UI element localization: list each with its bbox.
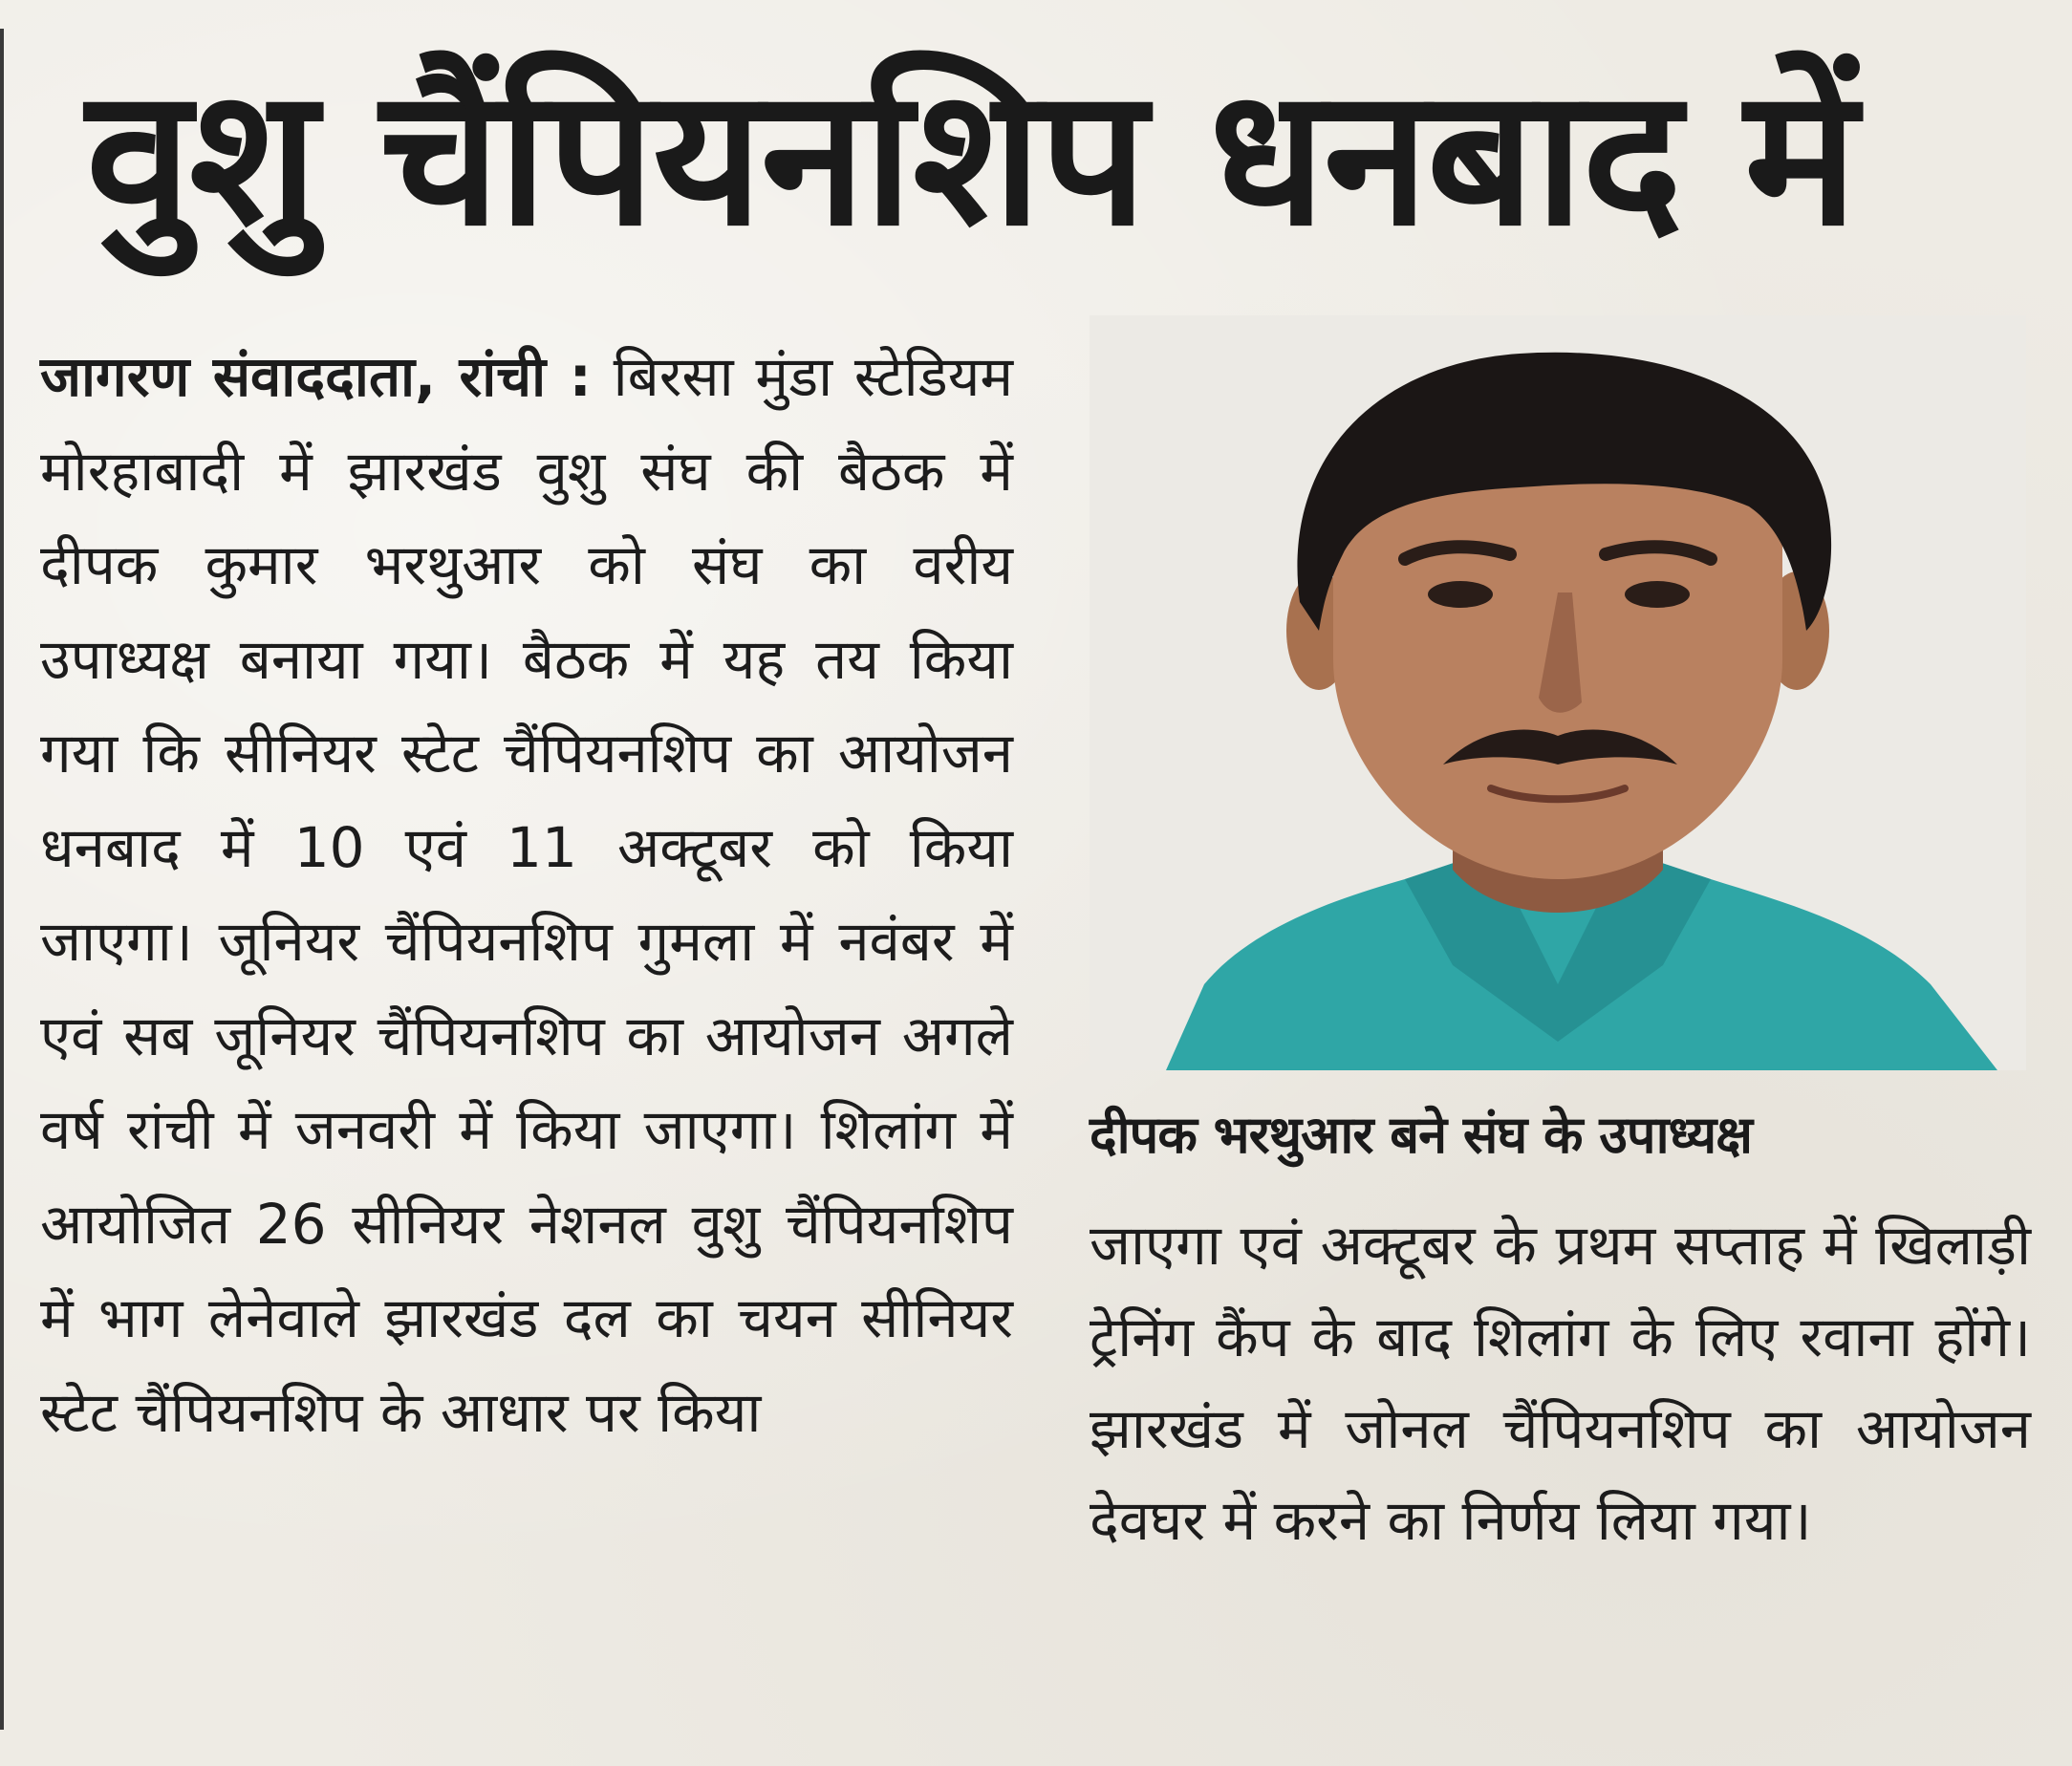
article-body-right: जाएगा एवं अक्टूबर के प्रथम सप्ताह में खिलाड़ी ट्रेनिंग कैंप के बाद शिलांग के लिए रवाना होंगे। झारखंड में जोनल चैंपियनशिप का आयोजन देवघर में करने का निर्णय लिया गया।: [1090, 1213, 2031, 1553]
article-body-left: बिरसा मुंडा स्टेडियम मोरहाबादी में झारखंड वुशु संघ की बैठक में दीपक कुमार भरथुआर को संघ का वरीय उपाध्यक्ष बनाया गया। बैठक में यह तय किया गया कि सीनियर स्टेट चैंपियनशिप का आयोजन धनबाद में 10 एवं 11 अक्टूबर को किया जाएगा। जूनियर चैंपियनशिप गुमला में नवंबर में एवं सब जूनियर चैंपियनशिप का आयोजन अगले वर्ष रांची में जनवरी में किया जाएगा। शिलांग में आयोजित 26 सीनियर नेशनल वुशु चैंपियनशिप में भाग लेनेवाले झारखंड दल का चयन सीनियर स्टेट चैंपियनशिप के आधार पर किया: [40, 344, 1014, 1445]
headline: वुशु चैंपियनशिप धनबाद में: [86, 47, 1856, 268]
photo-caption: दीपक भरथुआर बने संघ के उपाध्यक्ष: [1090, 1105, 1752, 1165]
column-rule: [0, 29, 4, 1730]
portrait-photo: [1090, 315, 2026, 1070]
article-paragraph: [40, 330, 1013, 1459]
article-column-right: [1090, 1199, 2031, 1566]
portrait-illustration: [1090, 315, 2026, 1070]
article-column-left: [40, 330, 1013, 1459]
byline: जागरण संवाददाता, रांची :: [40, 344, 592, 409]
